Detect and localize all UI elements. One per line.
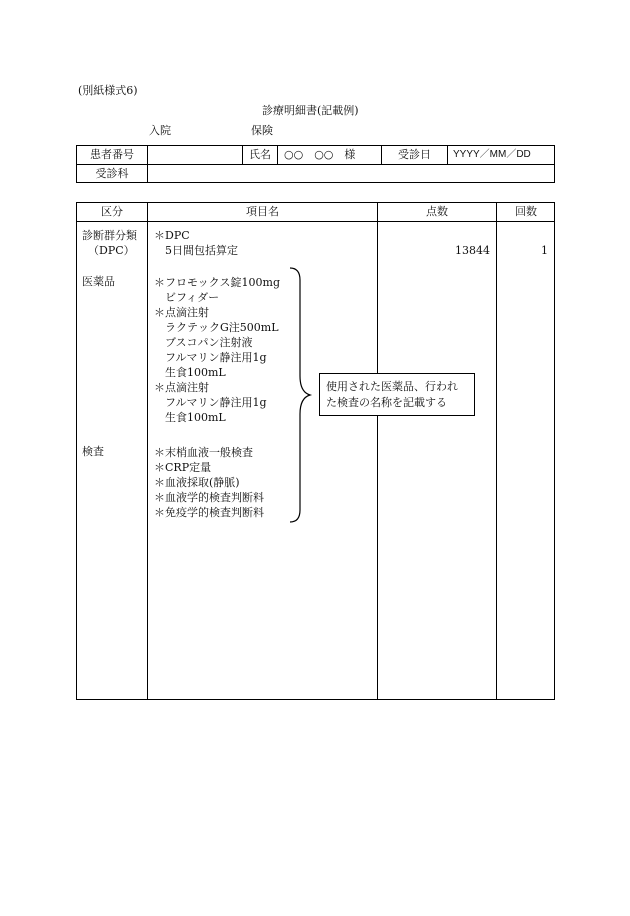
points-dpc: 13844 — [455, 244, 490, 257]
header-points: 点数 — [426, 205, 448, 218]
header-category: 区分 — [101, 205, 123, 218]
header-item-name: 項目名 — [246, 205, 279, 218]
annotation-box — [319, 373, 475, 416]
department-label: 受診科 — [95, 167, 129, 180]
category-dpc — [82, 228, 137, 258]
list-item: フルマリン静注用1g — [154, 396, 267, 409]
list-item: ＊CRP定量 — [154, 461, 212, 474]
list-item: ラクテックG注500mL — [154, 321, 279, 334]
list-item: 5日間包括算定 — [154, 244, 238, 257]
header-count: 回数 — [515, 205, 537, 218]
list-item: ＊点滴注射 — [154, 306, 209, 319]
document-title: 診療明細書(記載例) — [262, 104, 359, 117]
admission-type: 入院 — [149, 124, 171, 137]
category-dpc-line: 診断群分類 — [82, 229, 137, 242]
patient-number-label: 患者番号 — [90, 148, 134, 161]
brace-icon — [286, 264, 316, 526]
visit-date-value: YYYY／MM／DD — [453, 149, 531, 160]
list-item: ＊フロモックス錠100mg — [154, 276, 281, 289]
items-tests — [154, 445, 264, 520]
list-item: 生食100mL — [154, 366, 226, 379]
category-medicine: 医薬品 — [82, 275, 115, 288]
count-dpc: 1 — [541, 244, 548, 257]
payment-type: 保険 — [251, 124, 273, 137]
form-number: (別紙様式6) — [78, 84, 138, 97]
list-item: 生食100mL — [154, 411, 226, 424]
list-item: ＊免疫学的検査判断料 — [154, 506, 264, 519]
visit-date-label: 受診日 — [398, 148, 431, 161]
list-item: ＊血液学的検査判断料 — [154, 491, 264, 504]
annotation-line: た検査の名称を記載する — [326, 396, 447, 409]
items-dpc — [154, 228, 238, 258]
category-dpc-line: （DPC） — [88, 244, 135, 257]
name-label: 氏名 — [249, 148, 271, 161]
category-tests: 検査 — [82, 445, 104, 458]
name-value: ○○ ○○ 様 — [284, 148, 356, 161]
list-item: ＊DPC — [154, 229, 190, 242]
list-item: ＊点滴注射 — [154, 381, 209, 394]
list-item: ブスコパン注射液 — [154, 336, 253, 349]
annotation-line: 使用された医薬品、行われ — [326, 380, 458, 393]
list-item: フルマリン静注用1g — [154, 351, 267, 364]
list-item: ＊血液採取(静脈) — [154, 476, 240, 489]
list-item: ＊末梢血液一般検査 — [154, 446, 253, 459]
list-item: ビフィダー — [154, 291, 220, 304]
items-medicine — [154, 275, 280, 425]
